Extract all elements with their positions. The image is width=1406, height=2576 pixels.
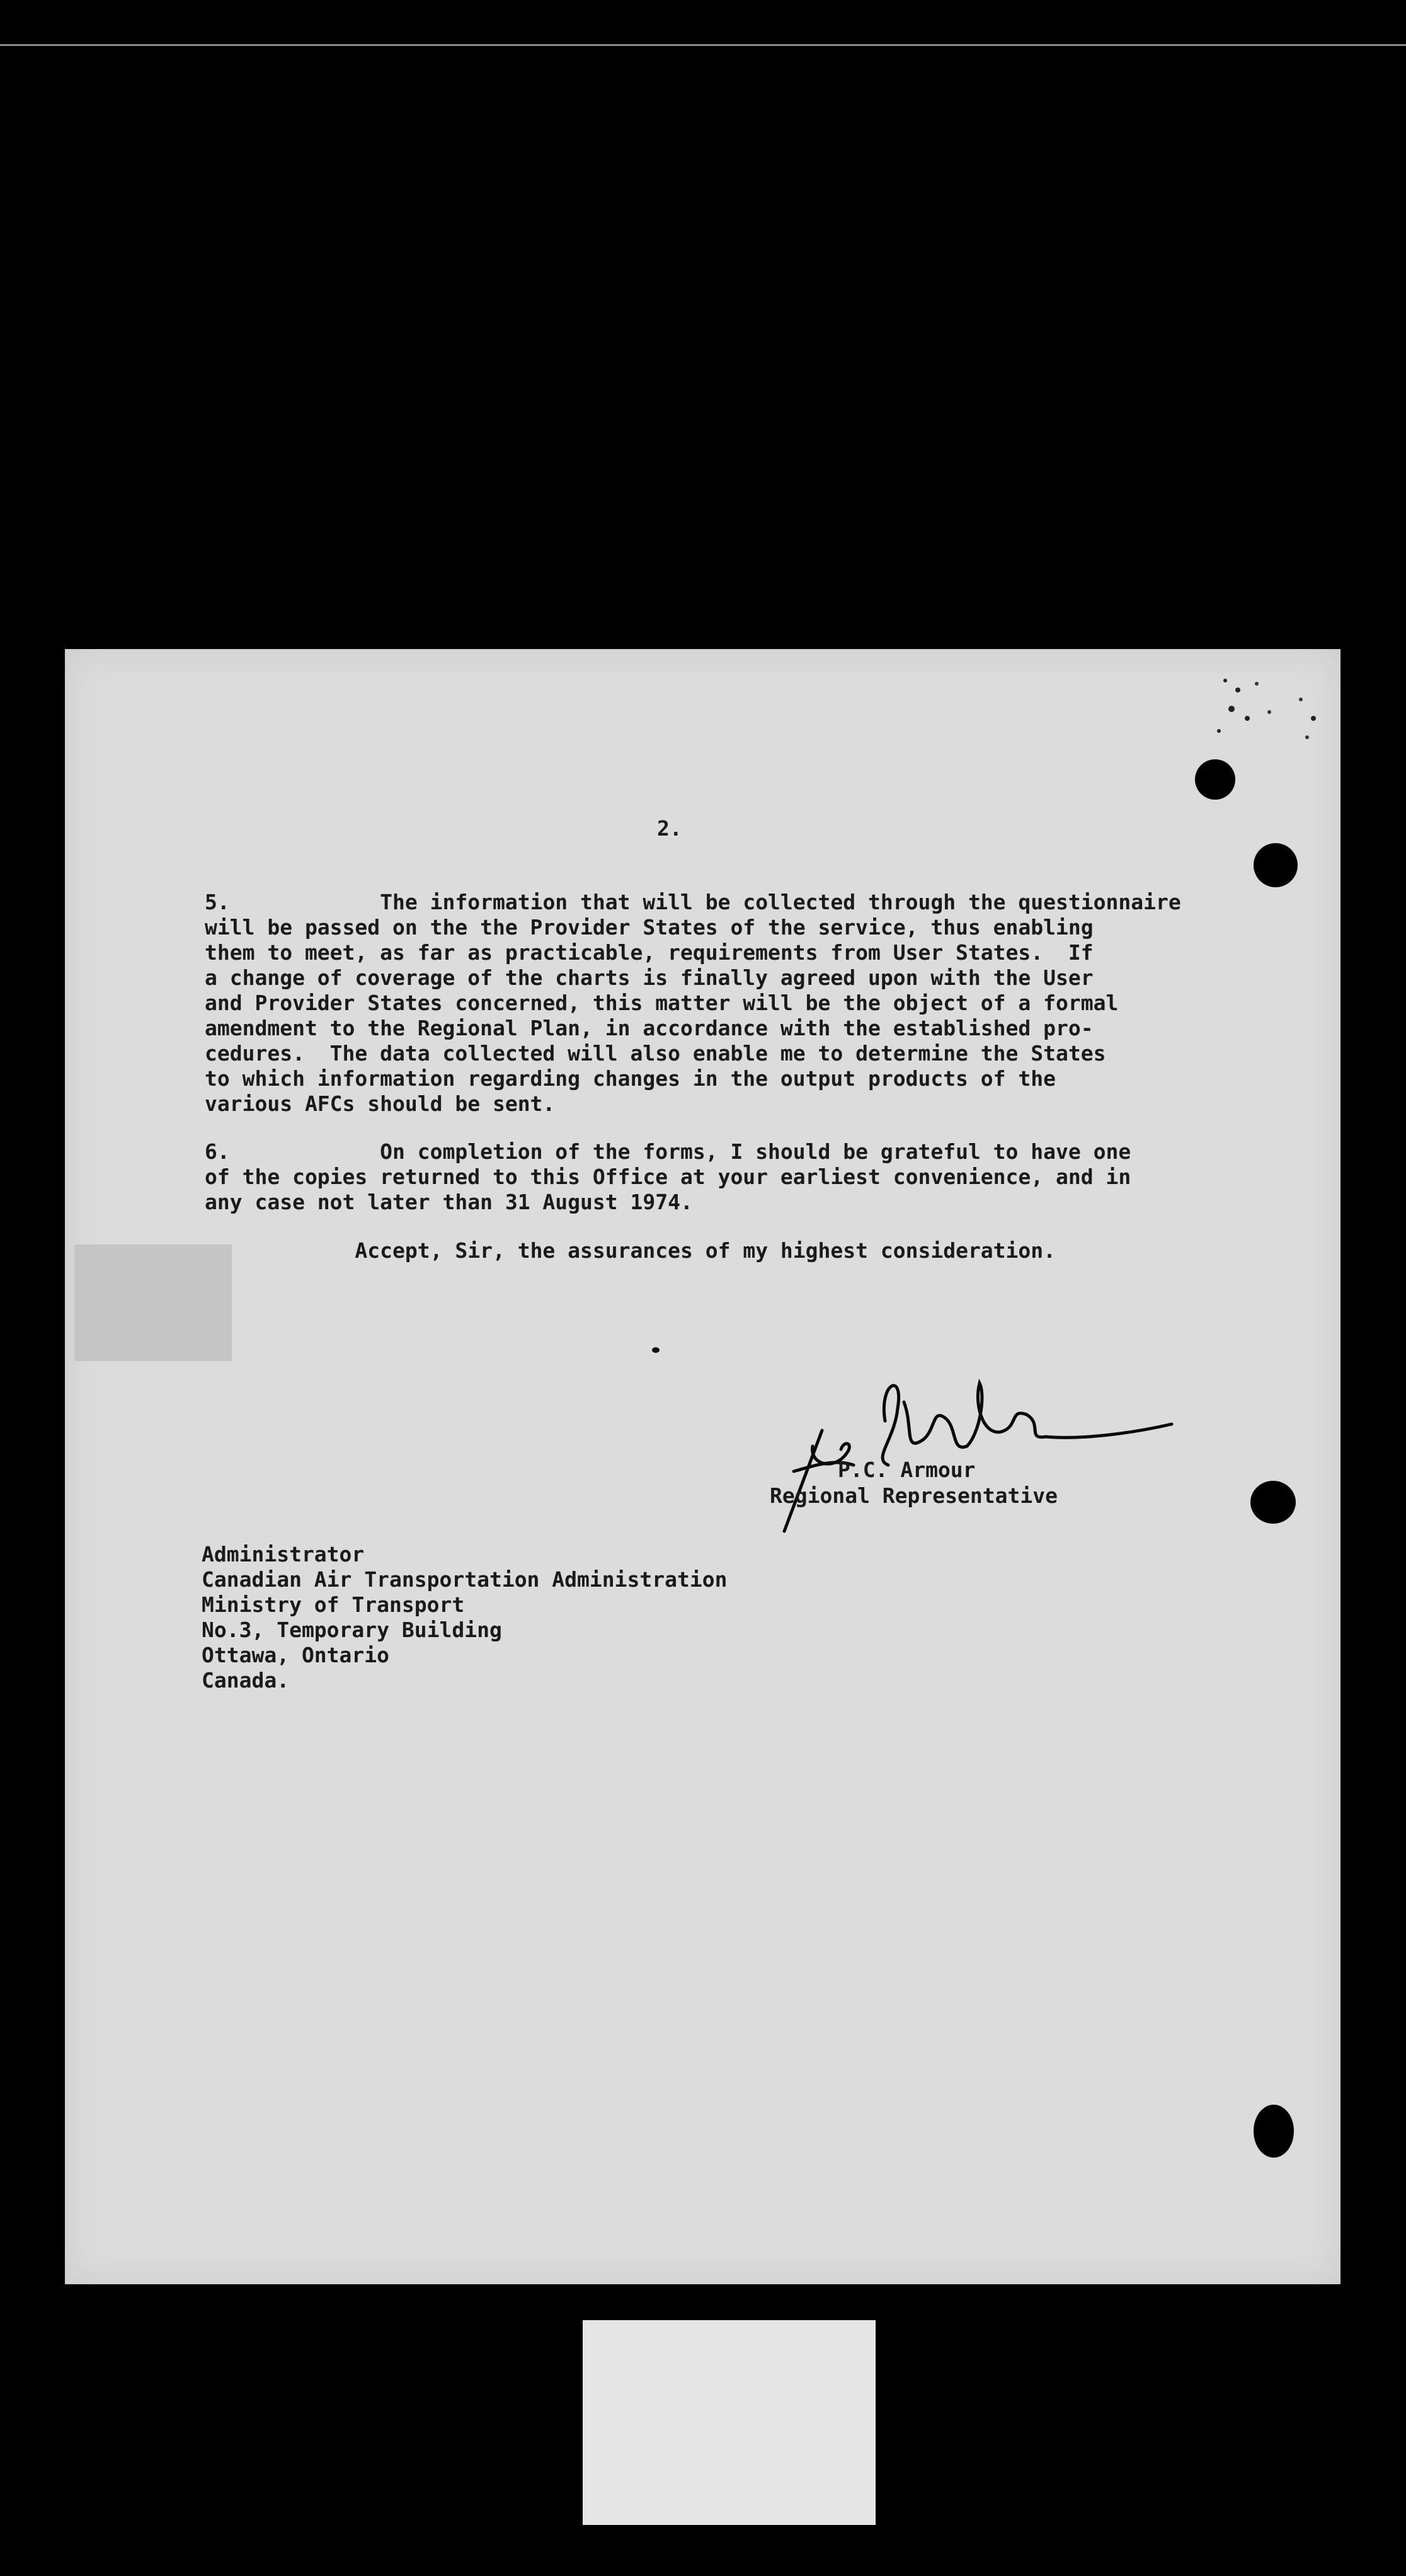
paragraph-line: of the copies returned to this Office at your earliest convenience, and in [205,1164,1131,1189]
paragraph-line: amendment to the Regional Plan, in accordance with the established pro- [205,1016,1094,1040]
handwritten-signature [778,1371,1181,1534]
closing-text: Accept, Sir, the assurances of my highest consideration. [355,1238,1056,1263]
address-line: Ottawa, Ontario [202,1643,390,1667]
punch-hole-4 [1254,2105,1294,2158]
paragraph-5 [205,890,1181,1117]
punch-hole-2 [1254,843,1298,887]
paragraph-6 [205,1139,1131,1215]
address-line: Canada. [202,1668,290,1693]
paragraph-line: any case not later than 31 August 1974. [205,1190,693,1214]
paragraph-line: On completion of the forms, I should be grateful to have one [229,1139,1131,1164]
page-number: 2. [657,816,682,841]
punch-hole-3 [1250,1481,1296,1524]
ink-dot [652,1347,660,1353]
punch-hole-1 [1195,759,1235,800]
address-line: Administrator [202,1542,365,1567]
signatory-name: P.C. Armour [838,1458,976,1482]
paragraph-line: them to meet, as far as practicable, requirements from User States. If [205,940,1094,965]
signatory-title: Regional Representative [770,1483,1058,1508]
paragraph-line: cedures. The data collected will also enable me to determine the States [205,1041,1106,1066]
blank-card [583,2320,876,2525]
paper-specks [1213,674,1326,750]
paragraph-number: 6. [205,1139,230,1164]
address-line: No.3, Temporary Building [202,1618,502,1642]
paragraph-line: various AFCs should be sent. [205,1091,556,1116]
paragraph-line: a change of coverage of the charts is finally agreed upon with the User [205,965,1094,990]
address-block [202,1542,727,1693]
address-line: Canadian Air Transportation Administration [202,1567,728,1592]
paragraph-number: 5. [205,890,230,914]
paragraph-line: and Provider States concerned, this matter will be the object of a formal [205,991,1119,1015]
paragraph-line: to which information regarding changes in the output products of the [205,1066,1056,1091]
closing-line [205,1238,1056,1263]
film-top-rule [0,44,1406,46]
address-line: Ministry of Transport [202,1592,465,1617]
paragraph-line: will be passed on the the Provider States of the service, thus enabling [205,915,1094,940]
paragraph-line: The information that will be collected through the questionnaire [229,890,1181,914]
